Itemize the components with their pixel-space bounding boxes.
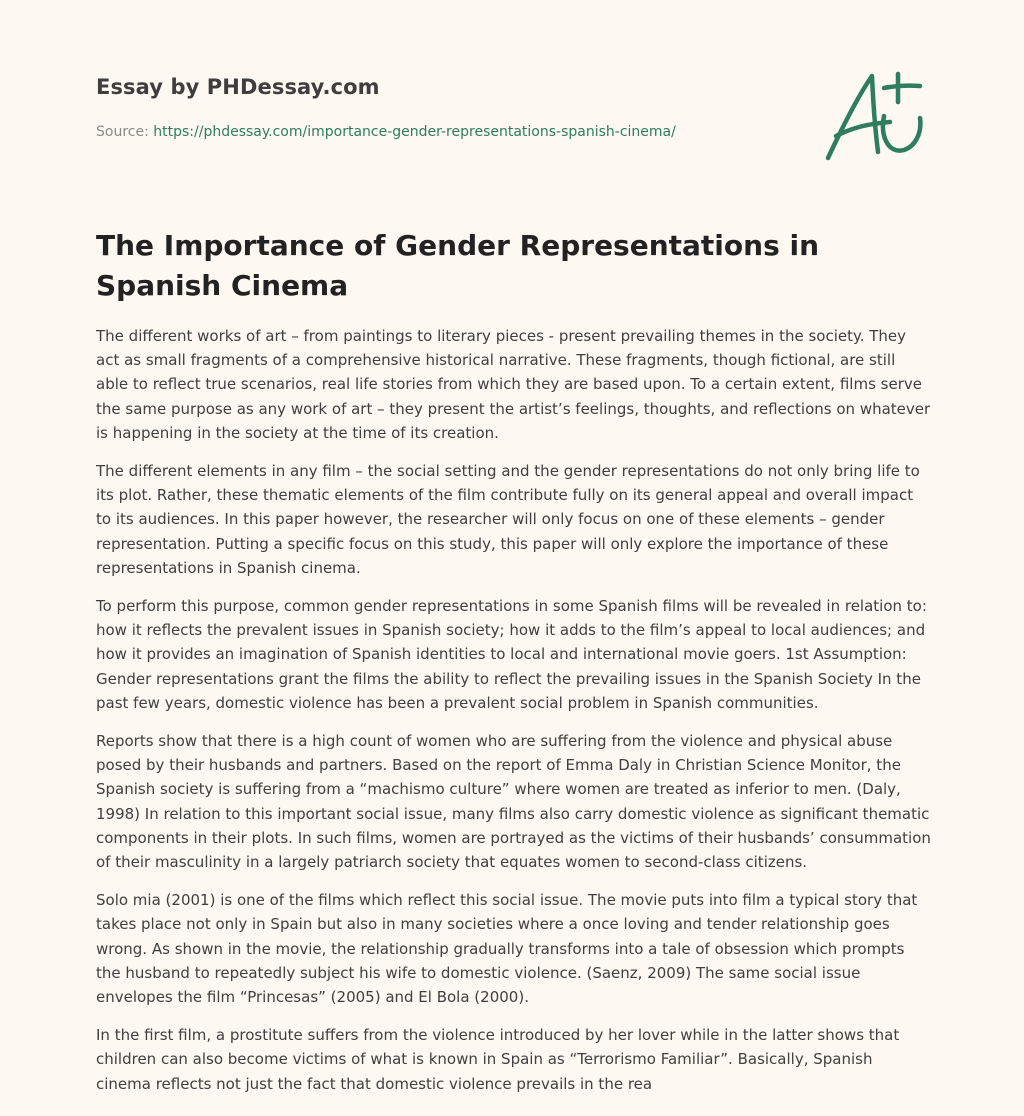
essay-paragraph: Solo mia (2001) is one of the films which reflect this social issue. The movie puts into film a typical story that takes place not only in Spain but also in many societies where a once loving and tender relationship goes wrong. As shown in the movie, the relationship gradually transforms into a tale of obsession which prompts the husband to repeatedly subject his wife to domestic violence. (Saenz, 2009) The same social issue envelopes the film “Princesas” (2005) and El Bola (2000). bbox=[96, 891, 918, 1007]
essay-body bbox=[96, 324, 931, 1110]
source-line bbox=[96, 124, 676, 140]
source-link[interactable]: https://phdessay.com/importance-gender-representations-spanish-cinema/ bbox=[153, 124, 676, 140]
essay-title: The Importance of Gender Representations in Spanish Cinema bbox=[96, 229, 820, 302]
essay-paragraph: To perform this purpose, common gender representations in some Spanish films will be revealed in relation to: how it reflects the prevalent issues in Spanish society; how it adds to the film’s appeal to local audiences; and how it provides an imagination of Spanish identities to local and international movie goers. 1st Assumption: Gender representations grant the films the ability to reflect the prevailing issues in the Spanish Society In the past few years, domestic violence has been a prevalent social problem in Spanish communities. bbox=[96, 597, 927, 712]
source-label: Source: bbox=[96, 124, 149, 140]
essay-paragraph: The different elements in any film – the social setting and the gender representations do not only bring life to its plot. Rather, these thematic elements of the film contribute fully on its general appeal and overall impact to its audiences. In this paper however, the researcher will only focus on one of these elements – gender representation. Putting a specific focus on this study, this paper will only explore the importance of these representations in Spanish cinema. bbox=[96, 462, 920, 577]
essay-paragraph: The different works of art – from paintings to literary pieces - present prevailing themes in the society. They act as small fragments of a comprehensive historical narrative. These fragments, though fictional, are still able to reflect true scenarios, real life stories from which they are based upon. To a certain extent, films serve the same purpose as any work of art – they present the artist’s feelings, thoughts, and reflections on whatever is happening in the society at the time of its creation. bbox=[96, 327, 931, 442]
essay-paragraph: Reports show that there is a high count of women who are suffering from the violence and physical abuse posed by their husbands and partners. Based on the report of Emma Daly in Christian Science Monitor, the Spanish society is suffering from a “machismo culture” where women are treated as inferior to men. (Daly, 1998) In relation to this important social issue, many films also carry domestic violence as significant thematic components in their plots. In such films, women are portrayed as the victims of their husbands’ consummation of their masculinity in a largely patriarch society that equates women to second-class citizens. bbox=[96, 732, 931, 872]
a-plus-grade-icon bbox=[818, 66, 928, 166]
essay-paragraph: In the first film, a prostitute suffers from the violence introduced by her lover while in the latter shows that children can also become victims of what is known in Spain as “Terrorismo Familiar”. Basically, Spanish cinema reflects not just the fact that domestic violence prevails in the rea bbox=[96, 1026, 900, 1093]
site-brand: Essay by PHDessay.com bbox=[96, 75, 380, 99]
